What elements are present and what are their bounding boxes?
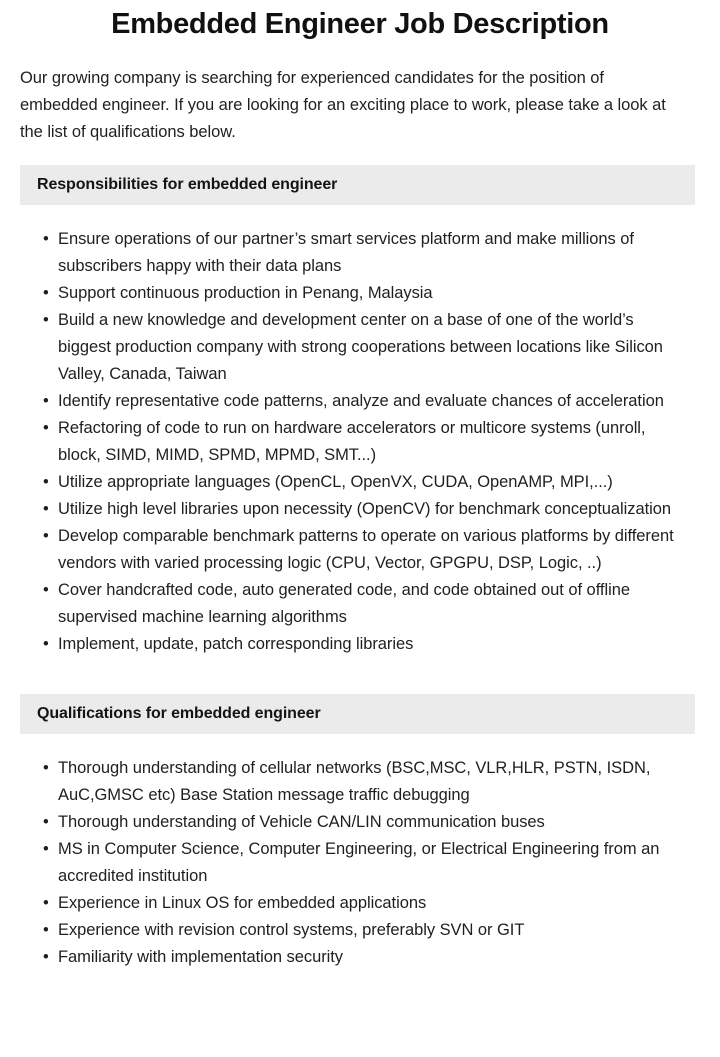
qualifications-section-header: [20, 694, 695, 734]
list-item-text: Build a new knowledge and development center on a base of one of the world’s biggest production company with strong cooperations between locations like Silicon Valley, Canada, Taiwan: [58, 311, 663, 383]
list-item: [0, 917, 720, 944]
bullet-icon: •: [43, 392, 49, 410]
list-item-text: Utilize appropriate languages (OpenCL, OpenVX, CUDA, OpenAMP, MPI,...): [58, 473, 613, 491]
list-item: [0, 631, 720, 658]
list-item: [0, 415, 720, 469]
list-item-text: Support continuous production in Penang, Malaysia: [58, 284, 433, 302]
bullet-icon: •: [43, 581, 49, 599]
bullet-icon: •: [43, 759, 49, 777]
list-item-text: Experience with revision control systems, preferably SVN or GIT: [58, 921, 525, 939]
list-item-text: Thorough understanding of Vehicle CAN/LIN communication buses: [58, 813, 545, 831]
bullet-icon: •: [43, 921, 49, 939]
list-item-text: Identify representative code patterns, analyze and evaluate chances of acceleration: [58, 392, 664, 410]
list-item-text: MS in Computer Science, Computer Engineering, or Electrical Engineering from an accredited institution: [58, 840, 660, 885]
qualifications-section: [0, 694, 720, 971]
bullet-icon: •: [43, 527, 49, 545]
bullet-icon: •: [43, 500, 49, 518]
list-item: [0, 755, 720, 809]
responsibilities-section-header: [20, 165, 695, 205]
list-item-text: Cover handcrafted code, auto generated code, and code obtained out of offline supervised machine learning algorithms: [58, 581, 630, 626]
qualifications-list: [0, 734, 720, 971]
bullet-icon: •: [43, 948, 49, 966]
bullet-icon: •: [43, 230, 49, 248]
bullet-icon: •: [43, 894, 49, 912]
bullet-icon: •: [43, 311, 49, 329]
list-item: [0, 496, 720, 523]
intro-paragraph: Our growing company is searching for experienced candidates for the position of embedded engineer. If you are looking for an exciting place to work, please take a look at the list of qualifications below.: [20, 69, 666, 141]
list-item: [0, 809, 720, 836]
list-item-text: Ensure operations of our partner’s smart services platform and make millions of subscribers happy with their data plans: [58, 230, 634, 275]
list-item: [0, 280, 720, 307]
bullet-icon: •: [43, 635, 49, 653]
list-item: [0, 388, 720, 415]
list-item-text: Thorough understanding of cellular networks (BSC,MSC, VLR,HLR, PSTN, ISDN, AuC,GMSC etc) Base Station message traffic debugging: [58, 759, 651, 804]
bullet-icon: •: [43, 473, 49, 491]
responsibilities-heading-label: Responsibilities for embedded engineer: [37, 176, 338, 193]
list-item: [0, 890, 720, 917]
list-item-text: Refactoring of code to run on hardware accelerators or multicore systems (unroll, block, SIMD, MIMD, SPMD, MPMD, SMT...): [58, 419, 646, 464]
responsibilities-list: [0, 205, 720, 658]
list-item-text: Implement, update, patch corresponding libraries: [58, 635, 414, 653]
page-title: Embedded Engineer Job Description: [111, 8, 609, 40]
list-item: [0, 469, 720, 496]
list-item-text: Utilize high level libraries upon necessity (OpenCV) for benchmark conceptualization: [58, 500, 672, 518]
bullet-icon: •: [43, 840, 49, 858]
list-item: [0, 226, 720, 280]
bullet-icon: •: [43, 284, 49, 302]
list-item: [0, 836, 720, 890]
list-item: [0, 944, 720, 971]
bullet-icon: •: [43, 419, 49, 437]
bullet-icon: •: [43, 813, 49, 831]
list-item: [0, 577, 720, 631]
list-item-text: Develop comparable benchmark patterns to operate on various platforms by different vendors with varied processing logic (CPU, Vector, GPGPU, DSP, Logic, ..): [58, 527, 674, 572]
list-item-text: Experience in Linux OS for embedded applications: [58, 894, 427, 912]
responsibilities-section: [0, 165, 720, 658]
list-item-text: Familiarity with implementation security: [58, 948, 344, 966]
qualifications-heading-label: Qualifications for embedded engineer: [37, 705, 321, 722]
list-item: [0, 307, 720, 388]
list-item: [0, 523, 720, 577]
